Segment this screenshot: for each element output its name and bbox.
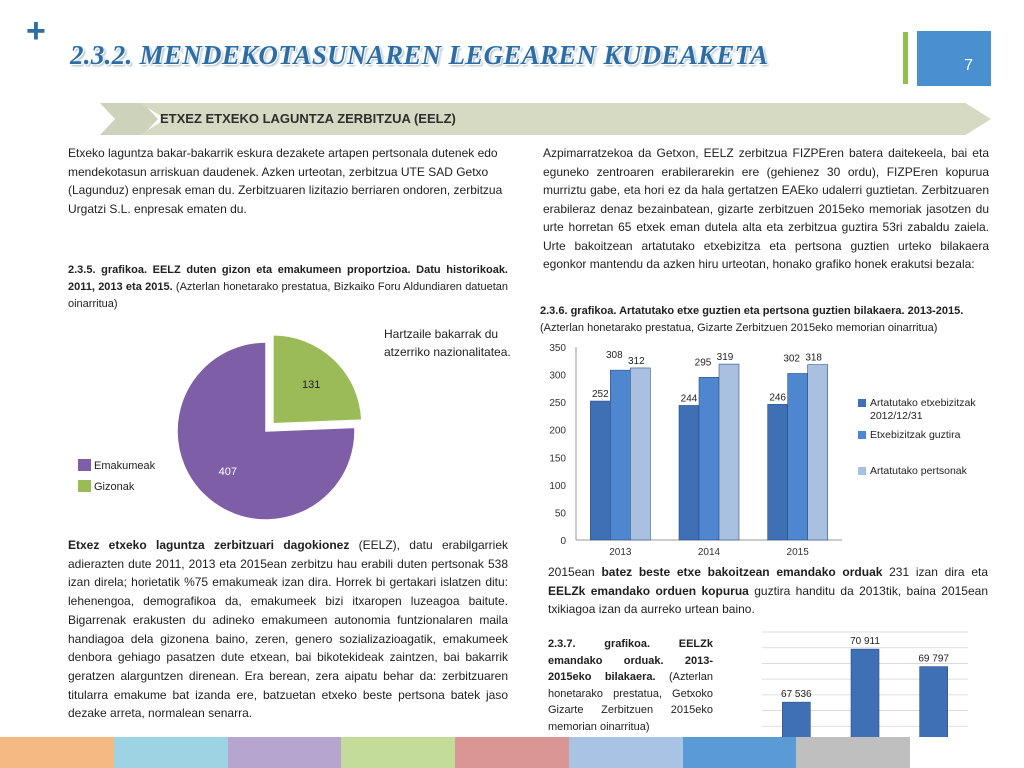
strip-segment xyxy=(569,737,683,768)
strip-segment xyxy=(455,737,569,768)
plus-icon: + xyxy=(26,12,46,50)
pie-legend-women xyxy=(78,459,155,472)
pie-legend-men xyxy=(78,480,134,493)
bar-legend-label: Artatutako etxebizitzak xyxy=(870,397,976,409)
page-number-box xyxy=(917,31,991,86)
strip-segment xyxy=(228,737,342,768)
left-body-text: (EELZ), datu erabilgarriek adierazten dute 2011, 2013 eta 2015ean zerbitzu hau erabili duten pertsonak 538 izan direla; horietatik %75 emakumeak izan dira. Horrek bi gertakari islatzen ditu: lehenengoa, demografikoa da, emakumeek bizi itxaropen luzeagoa baitute. Bigarrenak erakusten du adineko emakumeen autonomia funtzionalaren maila handiagoa dela gizonena baino, zeren, genero sozializazioagatik, emakumeek denbora gehiago pasatzen dute etxean, bai bikotekideak zaintzen, bai bakarrik geratzen alarguntzen direnean. Era berean, zera aipatu behar da: zerbitzuaren titularra emakume bat izanda ere, batzuetan etxeko beste pertsona batek jaso dezake arreta, normalean senarra. xyxy=(68,538,508,721)
bar-ytick-label: 200 xyxy=(549,425,566,437)
pie-note: Hartzaile bakarrak du atzerriko nazionalitatea. xyxy=(384,327,511,359)
bar-series1-2014 xyxy=(679,405,699,540)
bar-legend-label-cont: 2012/12/31 xyxy=(870,410,923,422)
strip-segment xyxy=(114,737,228,768)
hours-caption xyxy=(548,636,713,735)
hours-data-label: 67 536 xyxy=(781,689,812,701)
mid-text-3: guztira handitu da 2013tik, baina 2015ean txikiagoa izan da aurreko urtean baino. xyxy=(548,583,988,616)
pie-caption xyxy=(68,262,508,313)
pie-caption-source: (Azterlan honetarako prestatua, Bizkaiko Foru Aldundiaren datuetan oinarritua) xyxy=(68,281,509,310)
bar-data-label: 252 xyxy=(591,389,609,401)
bar-ytick-label: 300 xyxy=(549,370,566,382)
bar-data-label: 244 xyxy=(680,393,698,405)
right-mid xyxy=(548,563,988,619)
bar-chart xyxy=(540,338,995,560)
legend-swatch-men xyxy=(78,480,91,492)
pie-caption-title: 2.3.5. grafikoa. EELZ duten gizon eta emakumeen proportzioa. Datu historikoak. 2011, 2013 eta 2015. xyxy=(68,264,508,293)
bar-legend-swatch xyxy=(858,399,866,407)
bar-series1-2015 xyxy=(768,404,788,540)
bar-data-label: 319 xyxy=(716,352,734,364)
bar-series3-2015 xyxy=(808,365,828,540)
bar-ytick-label: 250 xyxy=(549,398,566,410)
legend-label-men: Gizonak xyxy=(94,481,135,493)
bar-ytick-label: 350 xyxy=(549,343,566,354)
bar-ytick-label: 100 xyxy=(549,480,566,492)
legend-swatch-women xyxy=(78,459,91,471)
mid-text-1: 2015ean xyxy=(548,565,602,579)
bar-legend-swatch xyxy=(858,467,866,475)
bar-data-label: 308 xyxy=(605,350,623,362)
bar-ytick-label: 150 xyxy=(549,453,566,465)
bar-legend-label: Etxebizitzak guztira xyxy=(870,429,961,441)
pie-value-women: 407 xyxy=(218,465,237,478)
strip-segment xyxy=(910,737,1024,768)
bar-series2-2015 xyxy=(788,373,808,540)
mid-bold-1: batez beste etxe bakoitzean emandako orduak xyxy=(601,565,883,579)
bar-caption-title: 2.3.6. grafikoa. Artatutako etxe guztien eta pertsona guztien bilakaera. 2013-2015. xyxy=(540,305,964,317)
bar-data-label: 302 xyxy=(783,353,801,365)
left-body-lead: Etxez etxeko laguntza zerbitzuari dagokionez xyxy=(68,538,350,552)
bar-legend-swatch xyxy=(858,431,866,439)
strip-segment xyxy=(0,737,114,768)
bar-series1-2013 xyxy=(590,401,610,540)
hours-bar-2015 xyxy=(920,667,948,742)
bar-data-label: 312 xyxy=(627,355,645,367)
bar-series3-2013 xyxy=(630,368,650,540)
strip-segment xyxy=(796,737,910,768)
bar-legend-label: Artatutako pertsonak xyxy=(870,465,967,477)
left-intro: Etxeko laguntza bakar-bakarrik eskura dezakete artapen pertsonala dutenek edo mendekotasun arriskuan daudenek. Azken urteotan, zerbitzua UTE SAD Getxo (Lagunduz) enpresak eman du. Zerbitzuaren lizitazio berriaren ondoren, zerbitzua Urgatzi S.L. enpresak ematen du. xyxy=(68,146,503,216)
mid-bold-2: EELZk emandako orduen kopurua xyxy=(548,583,749,598)
bar-ytick-label: 0 xyxy=(560,536,566,547)
bar-series2-2013 xyxy=(610,370,630,540)
bar-xtick-label: 2013 xyxy=(609,547,632,558)
bar-series3-2014 xyxy=(719,364,739,540)
bottom-color-strip xyxy=(0,737,1024,768)
strip-segment xyxy=(683,737,797,768)
pie-value-men: 131 xyxy=(301,378,321,391)
bar-xtick-label: 2014 xyxy=(697,547,721,558)
bar-data-label: 295 xyxy=(694,357,712,369)
page-title: 2.3.2. MENDEKOTASUNAREN LEGEAREN KUDEAKETA xyxy=(70,40,769,70)
section-ribbon-label: ETXEZ ETXEKO LAGUNTZA ZERBITZUA (EELZ) xyxy=(160,111,456,126)
pie-chart xyxy=(70,325,380,530)
hours-caption-source: (Azterlan honetarako prestatua, Getxoko Gizarte Zerbitzuen 2015eko memorian oinarritua) xyxy=(548,671,713,733)
hours-data-label: 70 911 xyxy=(850,636,880,648)
bar-data-label: 318 xyxy=(805,352,823,364)
mid-text-2: 231 izan dira eta xyxy=(882,565,988,579)
right-intro: Azpimarratzekoa da Getxon, EELZ zerbitzua FIZPEren batera daitekeela, bai eta eguneko zentroaren erabilerarekin ere (gehienez 30 ordu), FIZPEren kopurua murriztu gabe, eta hori ez da hala gertatzen EAEko udalerri guztietan. Zerbitzuaren erabileraz denaz bezainbatean, gizarte zerbitzuen 2015eko memoriak jasotzen du urte horretan 65 etxek eman dutela alta eta zerbitzua guztira 53ri zabaldu zaiela. Urte bakoitzean artatutako etxebizitza eta pertsona guztien urteko bilakaera egonkor mantendu da azken hiru urteotan, honako grafiko honek erakutsi bezala: xyxy=(543,146,989,271)
left-body xyxy=(68,536,508,723)
hours-data-label: 69 797 xyxy=(918,653,949,665)
bar-xtick-label: 2015 xyxy=(786,547,809,558)
legend-label-women: Emakumeak xyxy=(94,460,156,472)
bar-data-label: 246 xyxy=(769,392,787,404)
strip-segment xyxy=(341,737,455,768)
bar-series2-2014 xyxy=(699,377,719,540)
title-divider xyxy=(903,32,908,84)
hours-bar-2014 xyxy=(851,649,879,742)
bar-caption-source: (Azterlan honetarako prestatua, Gizarte Zerbitzuen 2015eko memorian oinarritua) xyxy=(540,322,938,334)
hours-caption-title: 2.3.7. grafikoa. EELZk emandako orduak. 2013-2015eko bilakaera. xyxy=(548,638,713,683)
page-number: 7 xyxy=(964,57,973,74)
bar-caption xyxy=(540,303,990,337)
bar-ytick-label: 50 xyxy=(554,508,566,520)
